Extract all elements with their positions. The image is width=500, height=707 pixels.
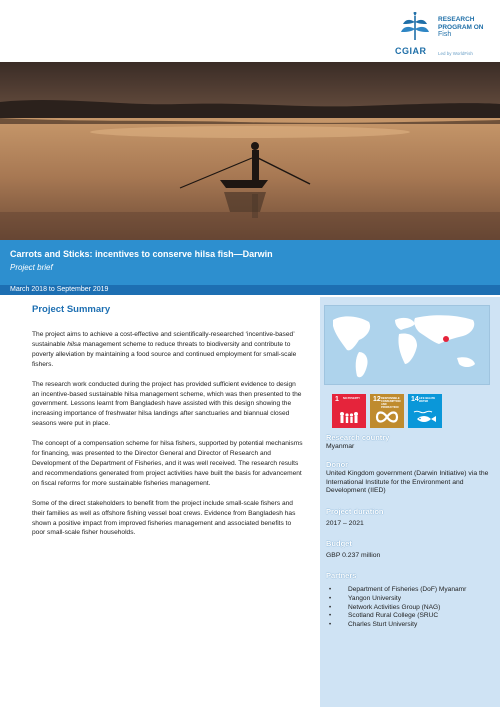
- summary-text: The project aims to achieve a cost-effective and scientifically-researched ‘incentive-based’ sustainable: [32, 331, 295, 348]
- sdg-label: NO POVERTY: [343, 397, 361, 400]
- bullet-icon: •: [329, 622, 332, 629]
- list-item: [326, 604, 494, 613]
- cgiar-fish-logo: [394, 8, 500, 66]
- budget-value: GBP 0.237 million: [326, 552, 381, 559]
- location-pin-icon: [443, 336, 449, 342]
- partner-name: Yangon University: [348, 594, 402, 602]
- summary-paragraph: Some of the direct stakeholders to benefit from the project include small-scale fishers and their families as well as offshore fishing vessel boat crews. Evidence from Bangladesh has shown a positive impact from improved fisheries management and associated benefits to poor small-scale fisher households.: [32, 499, 296, 537]
- bullet-icon: •: [329, 587, 332, 593]
- summary-paragraph: The research work conducted during the project has provided sufficient evidence to design an incentive-based sustainable hilsa management scheme, which was then presented to the government. Lessons learnt from Bangladesh have assisted with this design showing the increasing importance of freshwater hilsa landings after sanctuaries and biannual closed seasons were put in place.: [32, 380, 302, 428]
- logo-cgiar-text: CGIAR: [395, 46, 427, 56]
- donor-value: United Kingdom government (Darwin Initiative) via the International Institute for the Environment and Development (IIED): [326, 470, 489, 495]
- summary-text: management scheme to reduce threats to biodiversity and contribute to poverty alleviation by maintaining a food source and continued employment for small-scale fishers.: [32, 340, 297, 368]
- list-item: [326, 612, 494, 621]
- infinity-icon: [370, 394, 404, 428]
- section-heading: Project Summary: [32, 304, 111, 315]
- title-band: [0, 240, 500, 285]
- page-subtitle: Project brief: [10, 263, 53, 272]
- sdg-12-icon: [370, 394, 404, 428]
- sdg-label: RESPONSIBLE CONSUMPTION AND PRODUCTION: [381, 397, 401, 409]
- bullet-icon: •: [329, 613, 332, 620]
- partner-name: Charles Sturt University: [348, 621, 418, 629]
- partner-name: Department of Fisheries (DoF) Myanamr: [348, 586, 467, 593]
- summary-paragraph: [32, 330, 304, 370]
- bullet-icon: •: [329, 604, 332, 611]
- summary-paragraph: The concept of a compensation scheme for hilsa fishers, supported by potential mechanisms for financing, was presented to the Director General and Director of Research and Development of the Department of Fisheries, and it was well received. The research results and recommendations generated from project activities have built the basis for advancement on fiscal reforms for more sustainable fisheries management.: [32, 440, 303, 487]
- bullet-icon: •: [329, 595, 332, 602]
- partner-name: Network Activities Group (NAG): [348, 603, 441, 611]
- partner-name: Scotland Rural College (SRUC: [348, 612, 439, 620]
- partners-heading: Partners: [326, 571, 357, 580]
- project-dates: March 2018 to September 2019: [10, 286, 109, 293]
- project-duration-heading: Project duration: [326, 507, 384, 516]
- list-item: [326, 586, 494, 595]
- fisherman-boat-photo-icon: [0, 62, 500, 240]
- family-icon: [332, 394, 366, 428]
- sdg-label: LIFE BELOW WATER: [419, 397, 435, 403]
- logo-ledby-text: Led by WorldFish: [438, 51, 473, 56]
- sdg-number: 1: [335, 396, 339, 403]
- partners-list: [326, 586, 494, 630]
- project-duration-value: 2017 – 2021: [326, 520, 364, 527]
- project-summary-section: [32, 304, 304, 548]
- cgiar-leaf-icon: [398, 12, 432, 42]
- world-map-icon: [325, 306, 490, 385]
- sdg-number: 12: [373, 396, 381, 403]
- research-country-value: Myanmar: [326, 443, 355, 450]
- logo-program-text: RESEARCH PROGRAM ON: [438, 16, 484, 31]
- summary-emphasis: hilsa: [67, 340, 81, 348]
- logo-fish-text: Fish: [438, 31, 452, 38]
- page-title: Carrots and Sticks: incentives to conserve hilsa fish—Darwin: [10, 249, 273, 259]
- research-country-heading: Research country: [326, 433, 390, 442]
- sdg-14-icon: [408, 394, 442, 428]
- donor-heading: Donor: [326, 460, 349, 469]
- hero-photo: [0, 62, 500, 240]
- list-item: [326, 621, 494, 630]
- world-map: [324, 305, 490, 385]
- sdg-number: 14: [411, 396, 419, 403]
- sdg-1-icon: [332, 394, 366, 428]
- project-info-sidebar: [320, 297, 500, 707]
- list-item: [326, 595, 494, 604]
- budget-heading: Budget: [326, 539, 352, 548]
- fish-icon: [408, 394, 442, 428]
